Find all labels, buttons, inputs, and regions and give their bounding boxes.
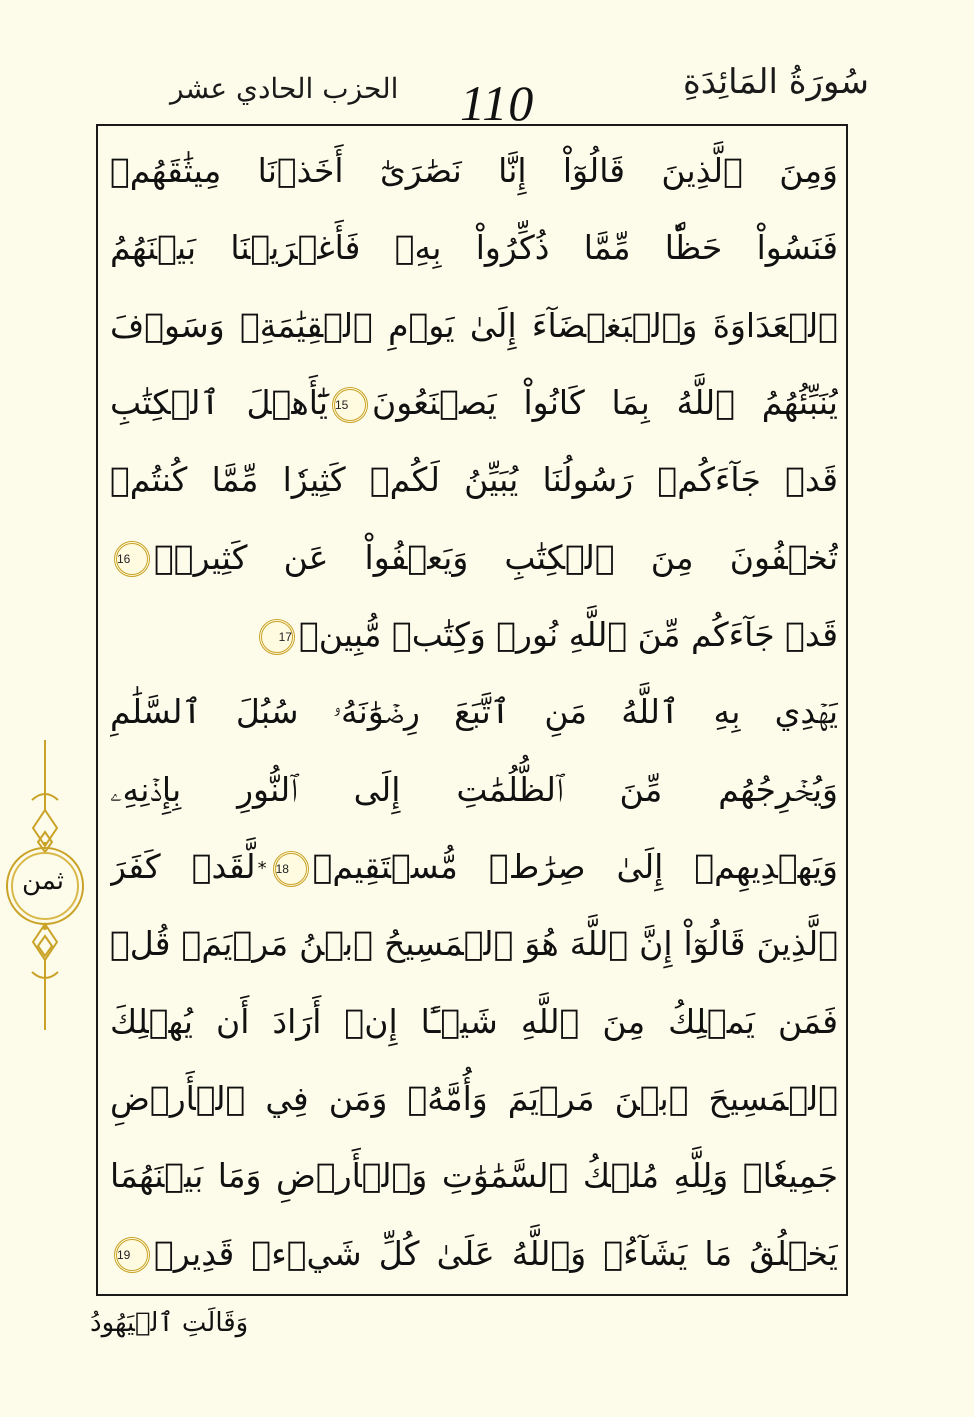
verse-line: [110, 905, 838, 982]
verse-line: [110, 1137, 838, 1214]
catchword: وَقَالَتِ ٱلۡيَهُودُ: [90, 1308, 249, 1338]
verse-text: وَيَهۡدِيهِمۡ إِلَىٰ صِرَٰطٖ مُّسۡتَقِيمٖ: [312, 847, 838, 886]
verse-line: [110, 596, 838, 673]
verse-text: وَمِنَ ٱلَّذِينَ قَالُوٓاْ إِنَّا نَصَٰرَىٰٓ أَخَذۡنَا مِيثَٰقَهُمۡ: [110, 151, 838, 190]
verse-line: [110, 673, 838, 750]
ayah-number-marker: 15: [332, 387, 368, 423]
verse-line: [110, 441, 838, 518]
verse-text: قَدۡ جَآءَكُم مِّنَ ٱللَّهِ نُورٞ وَكِتَٰبٞ مُّبِينٞ: [298, 615, 838, 654]
verse-line: [110, 364, 838, 441]
verse-line: [110, 132, 838, 209]
verse-text: ٱلۡعَدَاوَةَ وَٱلۡبَغۡضَآءَ إِلَىٰ يَوۡمِ ٱلۡقِيَٰمَةِۚ وَسَوۡفَ: [110, 305, 838, 345]
verse-line: [110, 519, 838, 596]
verse-lines: [110, 132, 838, 1292]
verse-line: [110, 983, 838, 1060]
verse-text: جَمِيعٗاۗ وَلِلَّهِ مُلۡكُ ٱلسَّمَٰوَٰتِ وَٱلۡأَرۡضِ وَمَا بَيۡنَهُمَا: [110, 1156, 838, 1196]
verse-line: [110, 828, 838, 905]
verse-line: [110, 1215, 838, 1292]
surah-name-header: سُورَةُ المَائِدَةِ: [682, 62, 869, 102]
verse-text: فَمَن يَمۡلِكُ مِنَ ٱللَّهِ شَيۡـًٔا إِنۡ أَرَادَ أَن يُهۡلِكَ: [110, 1001, 838, 1041]
verse-text: وَيُخۡرِجُهُم مِّنَ ٱلظُّلُمَٰتِ إِلَى ٱلنُّورِ بِإِذۡنِهِۦ: [110, 769, 838, 809]
verse-text: يَٰٓأَهۡلَ ٱلۡكِتَٰبِ: [110, 383, 328, 422]
ayah-number-marker: 16: [114, 541, 150, 577]
hizb-star-icon: *: [257, 857, 267, 879]
verse-line: [110, 209, 838, 286]
verse-text: فَنَسُواْ حَظّٗا مِّمَّا ذُكِّرُواْ بِهِۦ فَأَغۡرَيۡنَا بَيۡنَهُمُ: [110, 228, 838, 268]
ayah-number-marker: 18: [273, 851, 309, 887]
verse-text: قَدۡ جَآءَكُمۡ رَسُولُنَا يُبَيِّنُ لَكُمۡ كَثِيرٗا مِّمَّا كُنتُمۡ: [110, 460, 838, 500]
verse-text: لَّقَدۡ كَفَرَ: [110, 847, 256, 886]
verse-text: يَهۡدِي بِهِ ٱللَّهُ مَنِ ٱتَّبَعَ رِضۡوَٰنَهُۥ سُبُلَ ٱلسَّلَٰمِ: [110, 692, 838, 732]
verse-line: [110, 1060, 838, 1137]
verse-text: ٱلَّذِينَ قَالُوٓاْ إِنَّ ٱللَّهَ هُوَ ٱلۡمَسِيحُ ٱبۡنُ مَرۡيَمَۚ قُلۡ: [110, 924, 838, 964]
thumun-marker-label: ثمن: [21, 866, 65, 896]
verse-text: تُخۡفُونَ مِنَ ٱلۡكِتَٰبِ وَيَعۡفُواْ عَن كَثِيرٖۚ: [154, 537, 838, 577]
verse-text: يُنَبِّئُهُمُ ٱللَّهُ بِمَا كَانُواْ يَصۡنَعُونَ: [371, 383, 838, 422]
verse-text: ٱلۡمَسِيحَ ٱبۡنَ مَرۡيَمَ وَأُمَّهُۥ وَمَن فِي ٱلۡأَرۡضِ: [110, 1079, 838, 1118]
hizb-label-header: الحزب الحادي عشر: [170, 72, 399, 105]
ayah-number-marker: 17: [259, 619, 295, 655]
verse-text: يَخۡلُقُ مَا يَشَآءُۚ وَٱللَّهُ عَلَىٰ كُلِّ شَيۡءٖ قَدِيرٞ: [154, 1233, 838, 1273]
verse-line: [110, 751, 838, 828]
page-number: 110: [460, 75, 535, 131]
verse-line: [110, 287, 838, 364]
ayah-number-marker: 19: [114, 1237, 150, 1273]
